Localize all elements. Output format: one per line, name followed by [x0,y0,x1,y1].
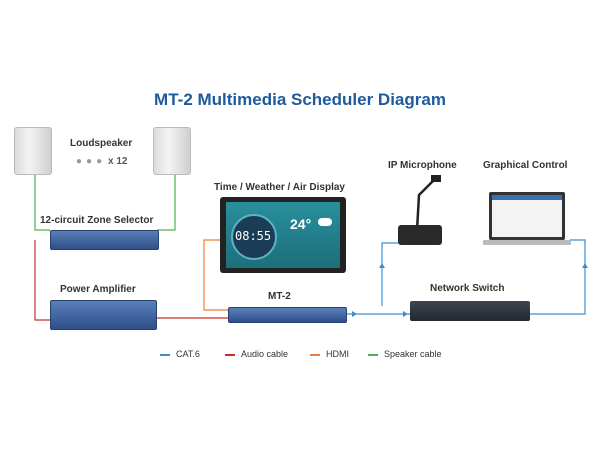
display-screen [226,202,340,268]
cat6-laptop-switch [530,240,585,314]
display-device [220,197,346,273]
zone-selector-device [50,230,159,250]
legend-swatch [160,354,170,356]
laptop-device [483,190,573,248]
weather-cloud-icon [318,218,332,226]
legend-label: Audio cable [241,349,289,359]
loudspeaker-count: x 12 [108,156,128,167]
mt2-device [228,307,347,323]
legend-label: HDMI [326,349,349,359]
audio-cable-amp-zone [35,240,50,320]
legend-swatch [225,354,235,356]
ip-microphone-label: IP Microphone [388,160,457,171]
legend-swatch [310,354,320,356]
loudspeaker-left [14,127,52,175]
zone-selector-label: 12-circuit Zone Selector [40,215,154,226]
network-switch-device [410,301,530,321]
temperature: 24° [290,216,312,232]
power-amplifier-label: Power Amplifier [60,284,136,295]
ip-microphone-device [395,175,445,250]
graphical-control-label: Graphical Control [483,160,568,171]
legend-label: Speaker cable [384,349,442,359]
legend-item-audio [225,349,288,359]
power-amplifier-device [50,300,157,330]
legend-label: CAT.6 [176,349,200,359]
cat6-mic-switch [382,243,398,306]
display-label: Time / Weather / Air Display [214,182,345,193]
network-switch-label: Network Switch [430,283,505,294]
legend-swatch [368,354,378,356]
clock-time: 08:55 [235,229,272,243]
loudspeaker-right [153,127,191,175]
legend-item-cat6 [160,349,200,359]
diagram-title: MT-2 Multimedia Scheduler Diagram [154,90,446,109]
speaker-cable-right [157,175,175,230]
mt2-label: MT-2 [268,291,291,302]
ellipsis-dots: ●●● [76,156,107,167]
legend-item-speaker [368,349,442,359]
legend-item-hdmi [310,349,349,359]
loudspeaker-label: Loudspeaker [70,138,133,149]
